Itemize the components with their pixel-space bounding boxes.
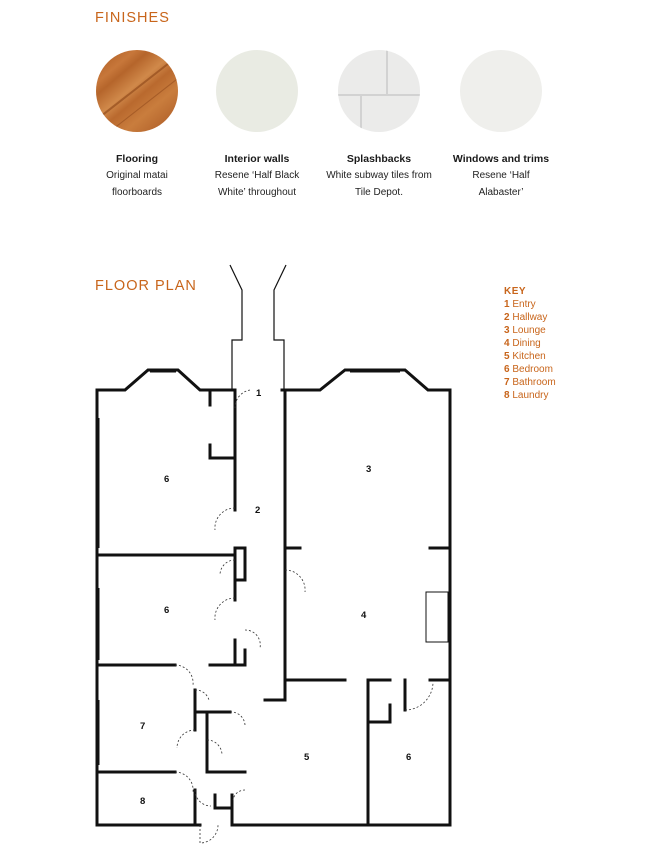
finish-name: Interior walls bbox=[224, 153, 290, 165]
room-label-bedroom: 6 bbox=[406, 752, 412, 763]
room-label-hallway: 2 bbox=[255, 505, 261, 516]
entry-porch bbox=[230, 265, 286, 390]
room-label-bathroom: 7 bbox=[140, 721, 146, 732]
key-item: 3 Lounge bbox=[504, 325, 546, 336]
key-item: 2 Hallway bbox=[504, 312, 548, 323]
room-label-bedroom: 6 bbox=[164, 605, 170, 616]
windows bbox=[97, 372, 451, 825]
finish-name: Windows and trims bbox=[452, 153, 550, 165]
key-item: 7 Bathroom bbox=[504, 377, 556, 388]
room-label-kitchen: 5 bbox=[304, 752, 310, 763]
room-label-laundry: 8 bbox=[140, 796, 146, 807]
finish-name: Flooring bbox=[116, 153, 158, 165]
key-item: 4 Dining bbox=[504, 338, 541, 349]
walls bbox=[97, 370, 450, 825]
key-item: 5 Kitchen bbox=[504, 351, 546, 362]
finish-name: Splashbacks bbox=[346, 153, 412, 165]
key-item: 1 Entry bbox=[504, 299, 536, 310]
finish-desc: Original matai floorboards bbox=[106, 170, 168, 198]
room-label-lounge: 3 bbox=[366, 464, 372, 475]
floor-plan-title: FLOOR PLAN bbox=[95, 278, 197, 294]
finishes-title: FINISHES bbox=[95, 10, 170, 26]
room-label-dining: 4 bbox=[361, 610, 367, 621]
key-item: 6 Bedroom bbox=[504, 364, 553, 375]
key-item: 8 Laundry bbox=[504, 390, 549, 401]
key-title: KEY bbox=[504, 286, 527, 297]
finish-desc: Resene ‘Half Black White’ throughout bbox=[214, 170, 300, 198]
finish-desc: Resene ‘Half Alabaster’ bbox=[472, 170, 530, 198]
room-label-entry: 1 bbox=[256, 388, 262, 399]
finish-desc: White subway tiles from Tile Depot. bbox=[326, 170, 432, 198]
room-label-bedroom: 6 bbox=[164, 474, 170, 485]
